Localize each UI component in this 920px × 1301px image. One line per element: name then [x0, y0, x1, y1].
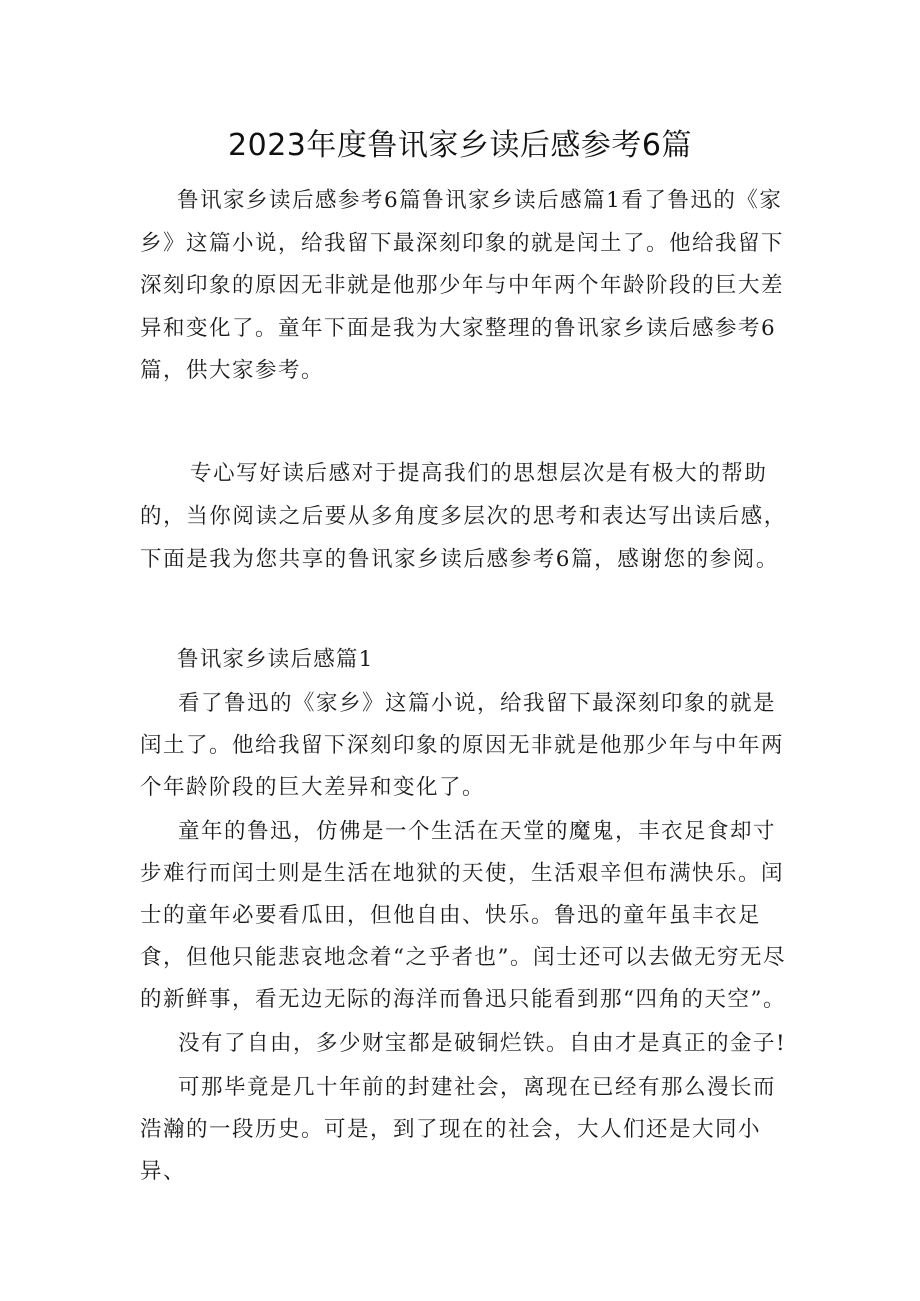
preface-paragraph: 专心写好读后感对于提高我们的思想层次是有极大的帮助的，当你阅读之后要从多角度多层次的思考和表达写出读后感，下面是我为您共享的鲁讯家乡读后感参考6篇，感谢您的参阅。	[140, 461, 787, 572]
essay-paragraph: 没有了自由，多少财宝都是破铜烂铁。自由才是真正的金子!	[178, 1031, 787, 1056]
essay-paragraph: 看了鲁迅的《家乡》这篇小说，给我留下最深刻印象的就是闰土了。他给我留下深刻印象的原因无非就是他那少年与中年两个年龄阶段的巨大差异和变化了。	[140, 691, 785, 800]
essay-paragraph: 可那毕竟是几十年前的封建社会，离现在已经有那么漫长而浩瀚的一段历史。可是，到了现在的社会，大人们还是大同小异、	[140, 1075, 777, 1184]
essay-paragraph: 童年的鲁迅，仿佛是一个生活在天堂的魔鬼，丰衣足食却寸步难行而闰士则是生活在地狱的天使，生活艰辛但布满快乐。闰士的童年必要看瓜田，但他自由、快乐。鲁迅的童年虽丰衣足食，但他只能悲哀地念着“之乎者也”。闰士还可以去做无穷无尽的新鲜事，看无边无际的海洋而鲁迅只能看到那“四角的天空”。	[140, 819, 786, 1012]
document-title: 2023年度鲁讯家乡读后感参考6篇	[228, 128, 692, 163]
intro-paragraph: 鲁讯家乡读后感参考6篇鲁讯家乡读后感篇1看了鲁迅的《家乡》这篇小说，给我留下最深刻印象的就是闰土了。他给我留下深刻印象的原因无非就是他那少年与中年两个年龄阶段的巨大差异和变化了。童年下面是我为大家整理的鲁讯家乡读后感参考6篇，供大家参考。	[140, 188, 785, 383]
essay-body	[140, 683, 788, 1195]
section-heading: 鲁讯家乡读后感篇1	[177, 647, 374, 672]
